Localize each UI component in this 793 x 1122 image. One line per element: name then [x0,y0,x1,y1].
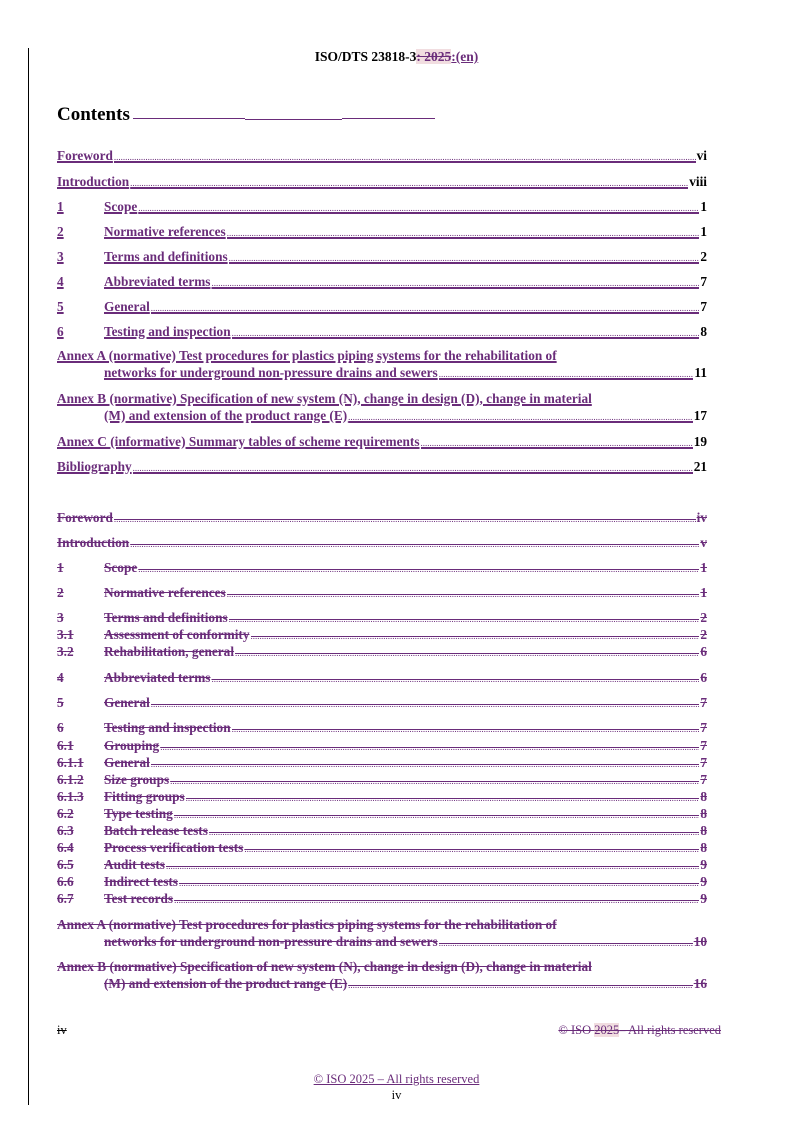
dot-leader [348,409,693,426]
dot-leader [348,977,693,994]
toc-entry-title: Testing and inspection [104,720,231,735]
toc-entry-number: 6.3 [57,823,74,838]
header-doc-id: ISO/DTS 23818-3 [314,49,417,64]
toc-entry-page: 1 [700,560,707,575]
toc-entry-title: Foreword [57,510,113,525]
toc-entry-number: 6 [57,720,64,735]
dot-leader [211,275,699,292]
toc-entry-title: General [104,695,150,710]
toc-entry-page: 7 [700,738,707,753]
toc-entry-number: 2 [57,585,64,600]
copyright-prefix: © ISO [558,1023,595,1037]
toc-entry[interactable] [57,433,707,452]
margin-change-bar [28,48,29,1105]
toc-entry-page: 1 [700,585,707,600]
toc-entry-title: Audit tests [104,857,165,872]
toc-entry-number: 1 [57,560,64,575]
toc-entry-page: 7 [700,274,707,289]
dot-leader [133,460,693,477]
toc-entry-title-continued: networks for underground non-pressure drains and sewers [104,365,438,380]
dot-leader [232,721,700,738]
toc-entry[interactable] [57,458,707,477]
old-footer-copyright [558,1023,721,1038]
toc-entry-page: 9 [700,857,707,872]
toc-entry-title: Test records [104,891,174,906]
toc-entry-number: 6.1 [57,738,74,753]
toc-entry-title: Process verification tests [104,840,244,855]
toc-entry-title: Fitting groups [104,789,185,804]
toc-entry-title: Abbreviated terms [104,274,211,289]
toc-entry-number: 6.4 [57,840,74,855]
dot-leader [421,435,693,452]
toc-entry-page: 7 [700,695,707,710]
toc-entry-page: 2 [700,249,707,264]
toc-entry-number: 6.7 [57,891,74,906]
toc-entry-page: 16 [693,976,707,991]
toc-entry-number: 6.1.3 [57,789,84,804]
toc-entry-page: 8 [700,806,707,821]
toc-entry-title: Annex A (normative) Test procedures for plastics piping systems for the rehabilitation of [57,348,557,363]
title-rule [342,118,435,119]
toc-entry-title: Normative references [104,224,226,239]
toc-entry[interactable] [57,890,707,909]
toc-entry[interactable] [57,958,707,994]
toc-entry-title: Bibliography [57,459,132,474]
toc-entry-page: 8 [700,324,707,339]
dot-leader [439,935,693,952]
toc-entry-page: 8 [700,840,707,855]
old-footer-page-number: iv [57,1023,67,1037]
dot-leader [232,325,700,342]
toc-entry-title: Batch release tests [104,823,208,838]
toc-entry[interactable] [57,534,707,553]
toc-entry-title: Size groups [104,772,170,787]
toc-entry-title: Abbreviated terms [104,670,211,685]
toc-entry-title: Grouping [104,738,160,753]
toc-entry-number: 6.6 [57,874,74,889]
toc-entry[interactable] [57,584,707,603]
toc-entry-title: Type testing [104,806,173,821]
toc-entry-title: Assessment of conformity [104,627,250,642]
dot-leader [229,250,700,267]
toc-entry-number: 4 [57,274,64,289]
footer-copyright: © ISO 2025 – All rights reserved [313,1072,480,1086]
toc-entry-page: 19 [693,434,707,449]
toc-entry-page: 7 [700,299,707,314]
toc-entry[interactable] [57,694,707,713]
toc-entry[interactable] [57,347,707,383]
toc-entry-number: 5 [57,299,64,314]
toc-entry-page: 9 [700,891,707,906]
toc-entry[interactable] [57,147,707,166]
toc-entry-page: 7 [700,720,707,735]
toc-entry-title: Scope [104,199,138,214]
title-rule [133,118,245,119]
toc-entry[interactable] [57,669,707,688]
toc-entry[interactable] [57,198,707,217]
toc-entry-number: 3 [57,610,64,625]
dot-leader [138,200,699,217]
toc-entry-page: viii [689,174,707,189]
toc-entry-page: vi [696,148,707,163]
toc-entry-number: 3.2 [57,644,74,659]
page-title: Contents [57,104,130,125]
toc-entry[interactable] [57,323,707,342]
toc-entry-title: Normative references [104,585,226,600]
dot-leader [114,149,696,166]
toc-entry-page: 2 [700,627,707,642]
document-header [0,49,793,65]
toc-entry-number: 6.1.1 [57,755,84,770]
page-footer [0,1071,793,1103]
toc-entry-title: Annex B (normative) Specification of new system (N), change in design (D), change in material [57,959,592,974]
toc-entry-page: iv [696,510,707,525]
toc-entry-title: Annex A (normative) Test procedures for plastics piping systems for the rehabilitation of [57,917,557,932]
toc-entry[interactable] [57,559,707,578]
toc-entry-page: 7 [700,755,707,770]
toc-entry-page: 8 [700,823,707,838]
dot-leader [114,511,696,528]
toc-entry[interactable] [57,248,707,267]
toc-entry-number: 6.2 [57,806,74,821]
toc-entry[interactable] [57,509,707,528]
toc-entry-title: Rehabilitation, general [104,644,235,659]
toc-entry-title-continued: networks for underground non-pressure drains and sewers [104,934,438,949]
toc-entry[interactable] [57,173,707,192]
toc-entry-title: Foreword [57,148,113,163]
toc-entry-number: 6.1.2 [57,772,84,787]
copyright-year-deleted: 2025 [594,1023,620,1037]
toc-entry-page: 21 [693,459,707,474]
toc-entry-title: Introduction [57,174,130,189]
dot-leader [151,696,700,713]
toc-entry-title: Terms and definitions [104,249,228,264]
toc-entry-page: 6 [700,644,707,659]
toc-entry-title: Introduction [57,535,130,550]
toc-entry-page: 6 [700,670,707,685]
footer-page-number: iv [391,1088,402,1102]
toc-entry-number: 4 [57,670,64,685]
dot-leader [151,300,700,317]
dot-leader [235,645,699,662]
dot-leader [227,225,700,242]
title-rule [245,119,342,120]
toc-entry-page: 9 [700,874,707,889]
dot-leader [211,671,699,688]
toc-entry-title-continued: (M) and extension of the product range (E) [104,408,348,423]
toc-entry-page: 7 [700,772,707,787]
toc-entry-title: Scope [104,560,138,575]
toc-entry[interactable] [57,719,707,738]
toc-entry-number: 3 [57,249,64,264]
toc-entry-number: 1 [57,199,64,214]
toc-entry-title: Terms and definitions [104,610,228,625]
header-inserted-text: :(en) [451,49,479,64]
copyright-suffix: – All rights reserved [619,1023,721,1037]
toc-entry-title: Annex C (informative) Summary tables of scheme requirements [57,434,420,449]
dot-leader [130,175,688,192]
header-deleted-text: : 2025 [416,49,452,64]
toc-entry-page: 1 [700,224,707,239]
toc-entry-number: 5 [57,695,64,710]
toc-entry[interactable] [57,223,707,242]
toc-entry-page: 10 [693,934,707,949]
toc-entry-title: Annex B (normative) Specification of new system (N), change in design (D), change in material [57,391,592,406]
toc-entry-page: 2 [700,610,707,625]
toc-entry[interactable] [57,298,707,317]
dot-leader [138,561,699,578]
toc-entry-page: v [700,535,707,550]
toc-entry-number: 6.5 [57,857,74,872]
toc-entry-page: 8 [700,789,707,804]
dot-leader [227,586,700,603]
toc-entry-title: Indirect tests [104,874,178,889]
toc-entry[interactable] [57,390,707,426]
toc-entry-title: Testing and inspection [104,324,231,339]
toc-entry-number: 6 [57,324,64,339]
toc-entry-page: 17 [693,408,707,423]
toc-entry-number: 3.1 [57,627,74,642]
toc-entry[interactable] [57,643,707,662]
toc-entry-page: 1 [700,199,707,214]
dot-leader [174,892,699,909]
dot-leader [439,366,694,383]
toc-entry[interactable] [57,916,707,952]
toc-entry-title: General [104,299,150,314]
toc-entry-title: General [104,755,150,770]
dot-leader [130,536,699,553]
toc-entry[interactable] [57,273,707,292]
toc-entry-page: 11 [694,365,707,380]
toc-entry-number: 2 [57,224,64,239]
toc-entry-title-continued: (M) and extension of the product range (E) [104,976,348,991]
